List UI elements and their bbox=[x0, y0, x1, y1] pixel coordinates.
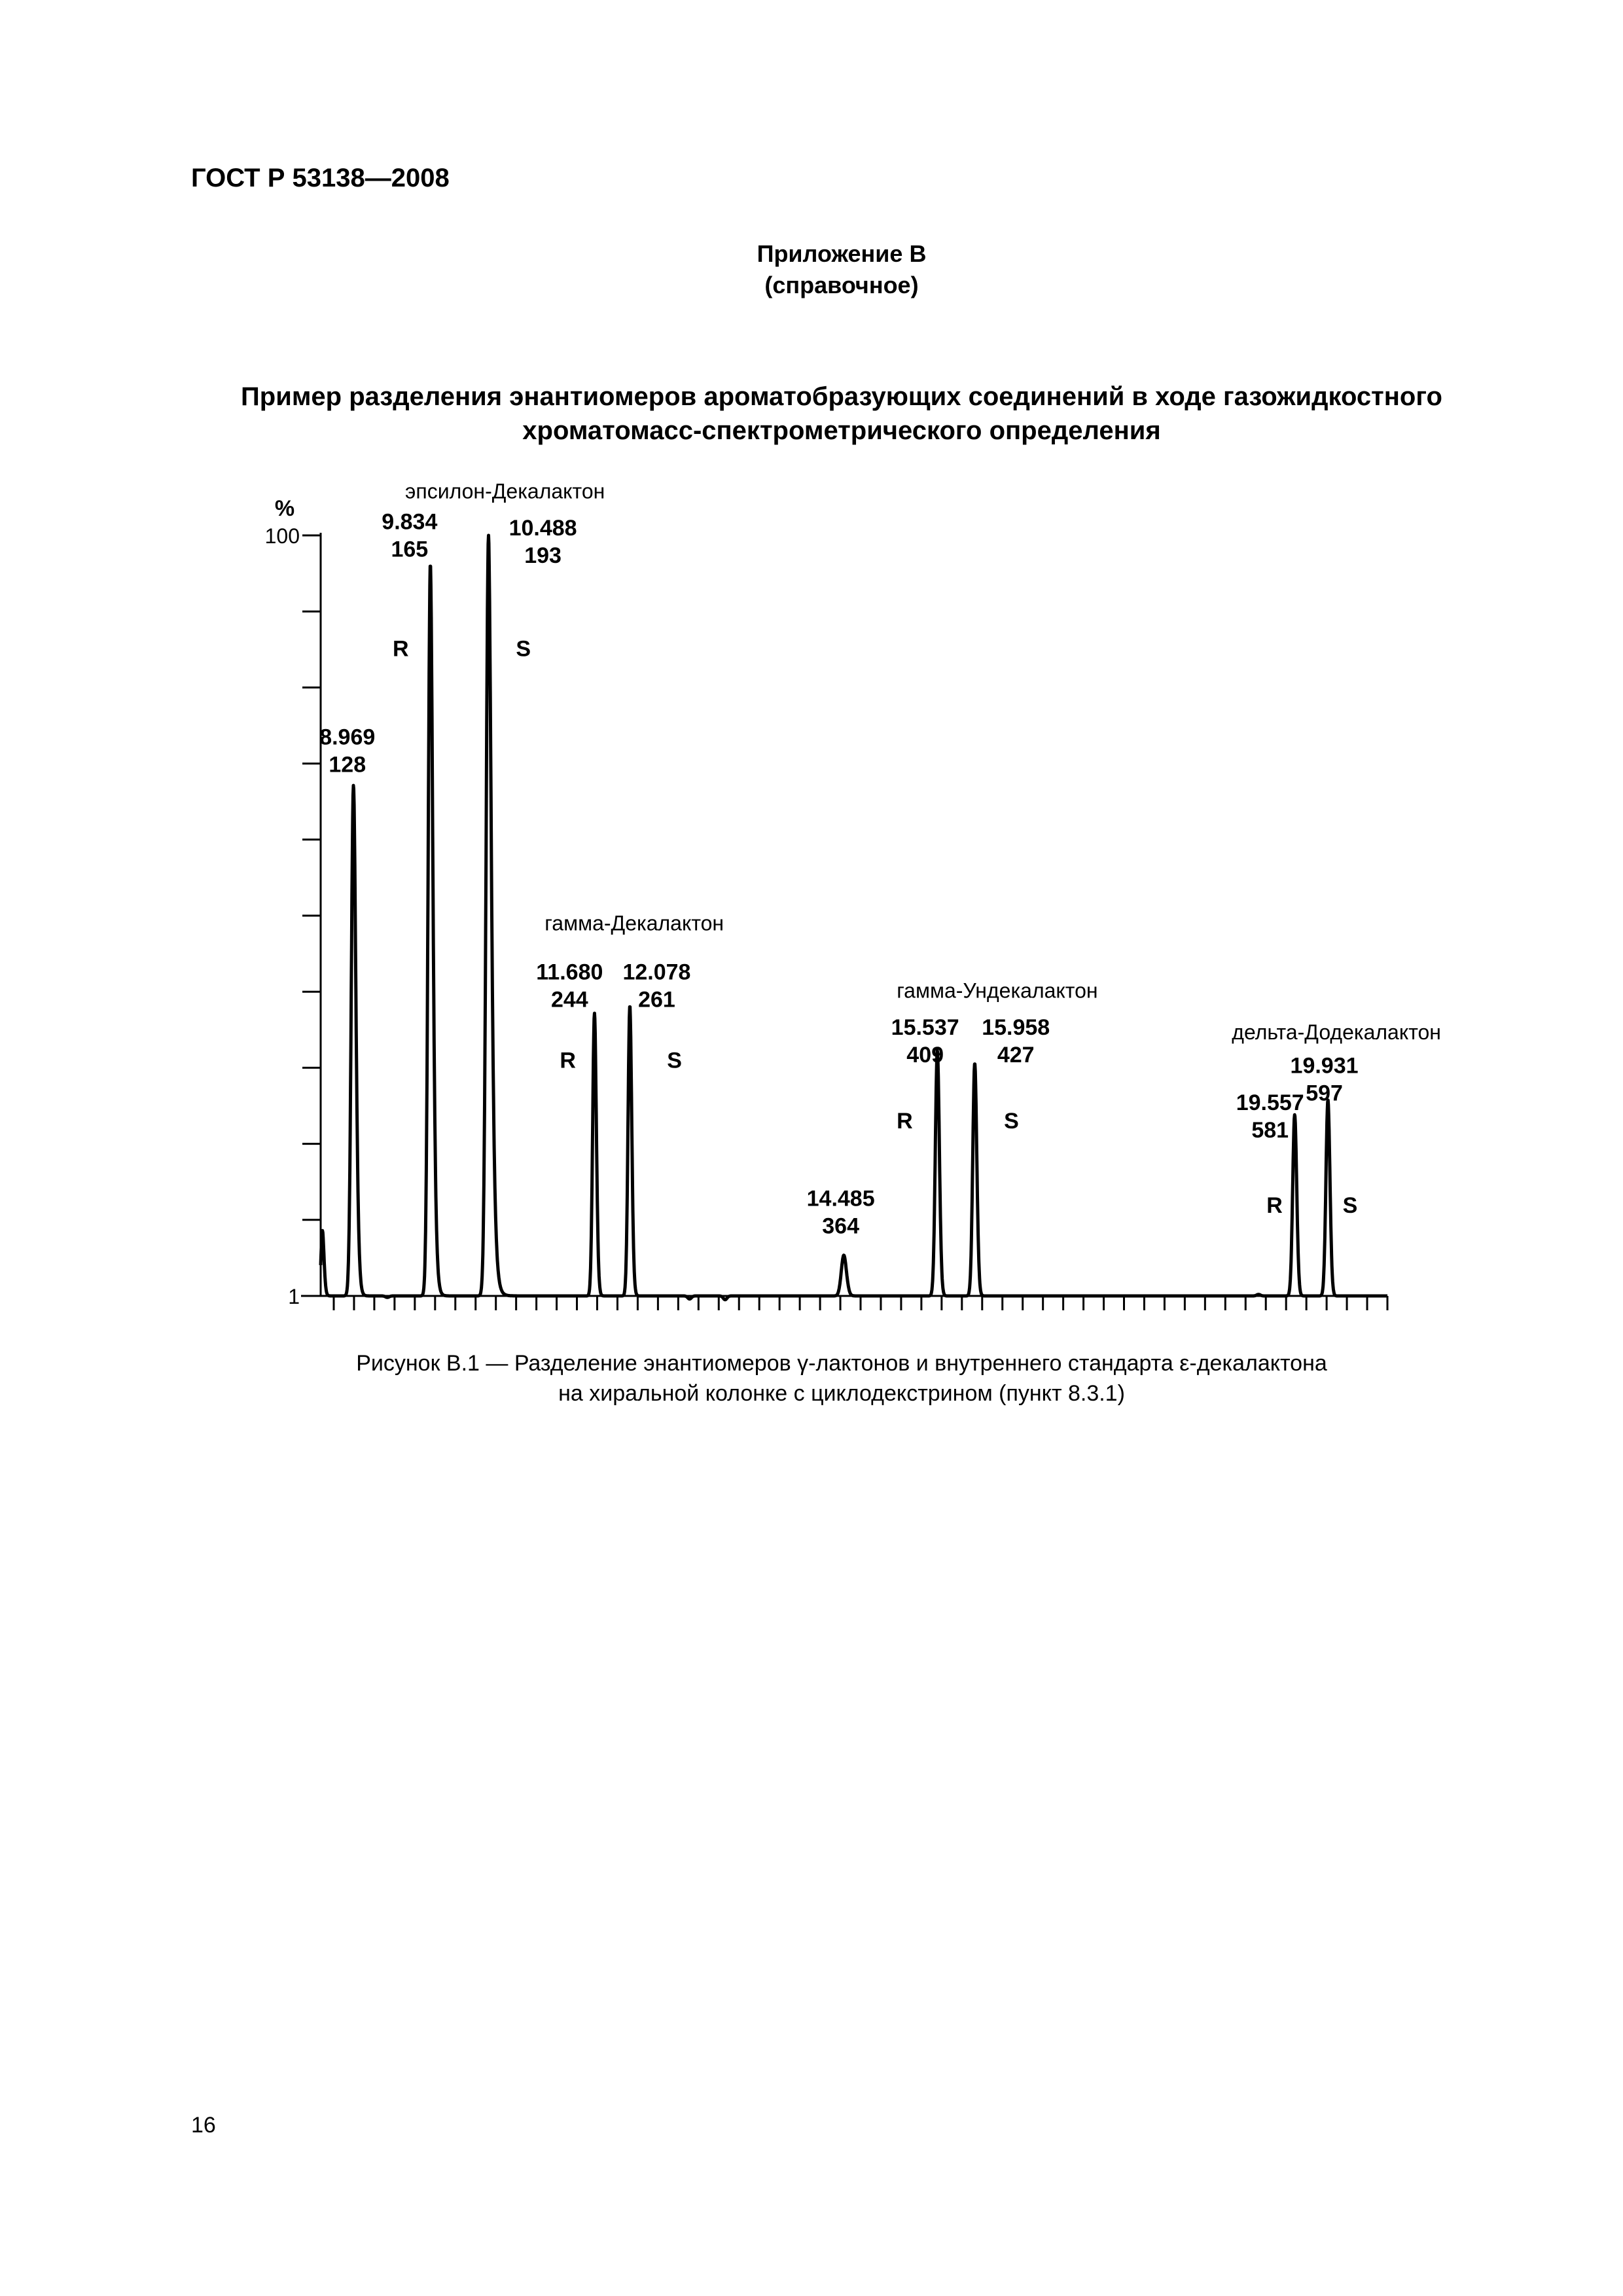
peak-scan-label: 364 bbox=[822, 1213, 859, 1239]
enantiomer-label: R bbox=[392, 636, 409, 662]
peak-scan-label: 261 bbox=[638, 987, 675, 1013]
peak-retention-time-label: 10.488 bbox=[508, 516, 577, 541]
enantiomer-label: S bbox=[667, 1048, 682, 1073]
peak-scan-label: 193 bbox=[524, 543, 562, 568]
chromatogram-trace bbox=[321, 535, 1387, 1300]
peak-scan-label: 581 bbox=[1251, 1117, 1289, 1143]
peak-retention-time-label: 19.557 bbox=[1236, 1090, 1304, 1115]
enantiomer-label: S bbox=[1342, 1193, 1358, 1219]
compound-label: гамма-Ундекалактон bbox=[897, 978, 1098, 1003]
document-header: ГОСТ Р 53138—2008 bbox=[191, 164, 450, 192]
chart-axes bbox=[301, 533, 1387, 1296]
title-line-1: Пример разделения энантиомеров ароматобразующих соединений в ходе газожидкостного bbox=[241, 382, 1442, 411]
peak-retention-time-label: 14.485 bbox=[806, 1186, 875, 1211]
peak-scan-label: 165 bbox=[391, 537, 429, 562]
peak-retention-time-label: 12.078 bbox=[622, 960, 691, 985]
enantiomer-label: R bbox=[897, 1109, 913, 1134]
peak-scan-label: 128 bbox=[329, 752, 366, 778]
compound-label: эпсилон-Декалактон bbox=[405, 479, 605, 503]
peak-retention-time-label: 15.537 bbox=[891, 1014, 959, 1040]
compound-label: гамма-Декалактон bbox=[544, 911, 724, 935]
caption-line-2: на хиральной колонке с циклодекстрином (пункт 8.3.1) bbox=[558, 1381, 1125, 1406]
peak-retention-time-label: 15.958 bbox=[982, 1014, 1050, 1040]
compound-label: дельта-Додекалактон bbox=[1232, 1020, 1441, 1044]
enantiomer-label: R bbox=[560, 1048, 576, 1073]
y-axis-unit: % bbox=[274, 496, 295, 521]
peak-scan-label: 409 bbox=[906, 1042, 944, 1067]
peak-scan-label: 427 bbox=[997, 1042, 1035, 1067]
y-tick-label: 1 bbox=[288, 1285, 300, 1308]
chart-labels bbox=[265, 480, 1441, 1308]
figure-caption bbox=[0, 1348, 1623, 1408]
enantiomer-label: S bbox=[516, 636, 531, 662]
enantiomer-label: R bbox=[1266, 1193, 1283, 1219]
appendix-title: Приложение В bbox=[757, 240, 927, 267]
caption-line-1: Рисунок В.1 — Разделение энантиомеров γ-лактонов и внутреннего стандарта ε-декалактона bbox=[356, 1351, 1327, 1376]
enantiomer-label: S bbox=[1004, 1109, 1019, 1134]
page-number: 16 bbox=[191, 2113, 216, 2138]
peak-retention-time-label: 11.680 bbox=[536, 960, 603, 985]
peak-retention-time-label: 19.931 bbox=[1290, 1053, 1359, 1079]
title-line-2: хроматомасс-спектрометрического определения bbox=[522, 416, 1161, 445]
peak-retention-time-label: 8.969 bbox=[319, 725, 376, 750]
y-tick-label: 100 bbox=[264, 524, 300, 548]
peak-scan-label: 244 bbox=[550, 987, 588, 1013]
appendix-note: (справочное) bbox=[764, 272, 919, 298]
peak-retention-time-label: 9.834 bbox=[382, 509, 438, 535]
peak-scan-label: 597 bbox=[1306, 1081, 1343, 1106]
